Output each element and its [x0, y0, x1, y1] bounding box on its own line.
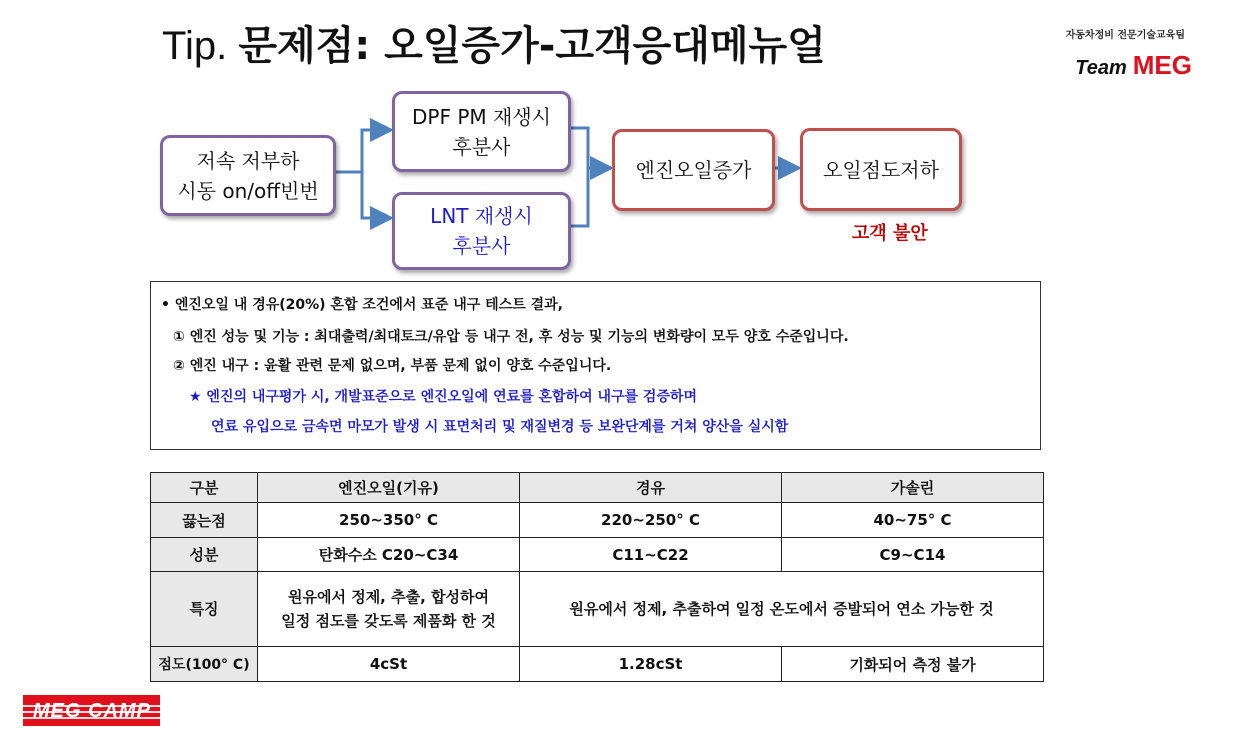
notes-line-2: ① 엔진 성능 및 기능 : 최대출력/최대토크/유압 등 내구 전, 후 성능 및 기능의 변화량이 모두 양호 수준입니다. — [173, 329, 849, 345]
title-main: 문제점: 오일증가-고객응대메뉴얼 — [238, 23, 826, 69]
row-label-boiling-point: 끓는점 — [151, 503, 258, 538]
row-label-feature: 특징 — [151, 572, 258, 647]
arrow-dpf-to-oil — [568, 128, 608, 168]
flow-box-low-speed-text: 저속 저부하 시동 on/off빈번 — [177, 148, 319, 203]
table-row — [151, 647, 1044, 682]
meg-camp-logo-text: MEG CAMP — [33, 700, 151, 722]
arrow-start-to-lnt — [362, 172, 388, 218]
flow-box-oil-increase — [612, 129, 775, 211]
table-header-cell: 구분 — [151, 473, 258, 503]
table-cell: C11~C22 — [520, 538, 782, 572]
table-row — [151, 503, 1044, 538]
table-row — [151, 572, 1044, 647]
table-cell: 원유에서 정제, 추출하여 일정 온도에서 증발되어 연소 가능한 것 — [520, 572, 1044, 647]
fuel-comparison-table — [150, 472, 1044, 682]
table-cell: 40~75° C — [782, 503, 1044, 538]
notes-line-3: ② 엔진 내구 : 윤활 관련 문제 없으며, 부품 문제 없이 양호 수준입니다. — [173, 358, 612, 374]
table-header-row — [151, 473, 1044, 503]
arrow-start-to-dpf — [332, 130, 388, 172]
flow-box-dpf — [392, 91, 571, 172]
flow-box-dpf-text: DPF PM 재생시 후분사 — [412, 104, 551, 159]
table-cell: C9~C14 — [782, 538, 1044, 572]
team-logo-team: Team — [1075, 57, 1127, 79]
table-cell: 기화되어 측정 불가 — [782, 647, 1044, 682]
title-prefix: Tip. — [162, 24, 239, 68]
table-header-cell: 경유 — [520, 473, 782, 503]
table-header-cell: 엔진오일(기유) — [258, 473, 520, 503]
table-cell: 220~250° C — [520, 503, 782, 538]
row-label-viscosity: 점도(100° C) — [151, 647, 258, 682]
flow-box-viscosity-drop — [800, 128, 962, 211]
flow-box-lnt-text: LNT 재생시 후분사 — [430, 204, 533, 258]
notes-line-5: 연료 유입으로 금속면 마모가 발생 시 표면처리 및 재질변경 등 보완단계를 거쳐 양산을 실시함 — [211, 419, 789, 435]
table-cell: 원유에서 정제, 추출, 합성하여 일정 점도를 갖도록 제품화 한 것 — [258, 572, 520, 647]
notes-line-1: • 엔진오일 내 경유(20%) 혼합 조건에서 표준 내구 테스트 결과, — [161, 297, 563, 313]
flow-box-viscosity-drop-text: 오일점도저하 — [823, 157, 939, 182]
table-cell: 250~350° C — [258, 503, 520, 538]
table-cell: 4cSt — [258, 647, 520, 682]
table-header-cell: 가솔린 — [782, 473, 1044, 503]
arrow-lnt-to-oil — [568, 168, 588, 226]
table-cell: 1.28cSt — [520, 647, 782, 682]
table-cell: 탄화수소 C20~C34 — [258, 538, 520, 572]
team-logo-meg: MEG — [1132, 50, 1192, 80]
team-subtitle: 자동차정비 전문기술교육팀 — [1065, 30, 1185, 41]
flow-box-low-speed — [160, 135, 336, 216]
notes-line-4: ★ 엔진의 내구평가 시, 개발표준으로 엔진오일에 연료를 혼합하여 내구를 검증하며 — [189, 389, 698, 405]
test-result-notes — [150, 281, 1041, 450]
flow-box-oil-increase-text: 엔진오일증가 — [635, 158, 752, 182]
flow-box-lnt — [392, 192, 571, 270]
table-row — [151, 538, 1044, 572]
row-label-component: 성분 — [151, 538, 258, 572]
customer-anxiety-label: 고객 불안 — [852, 223, 928, 244]
meg-camp-logo — [23, 695, 160, 726]
